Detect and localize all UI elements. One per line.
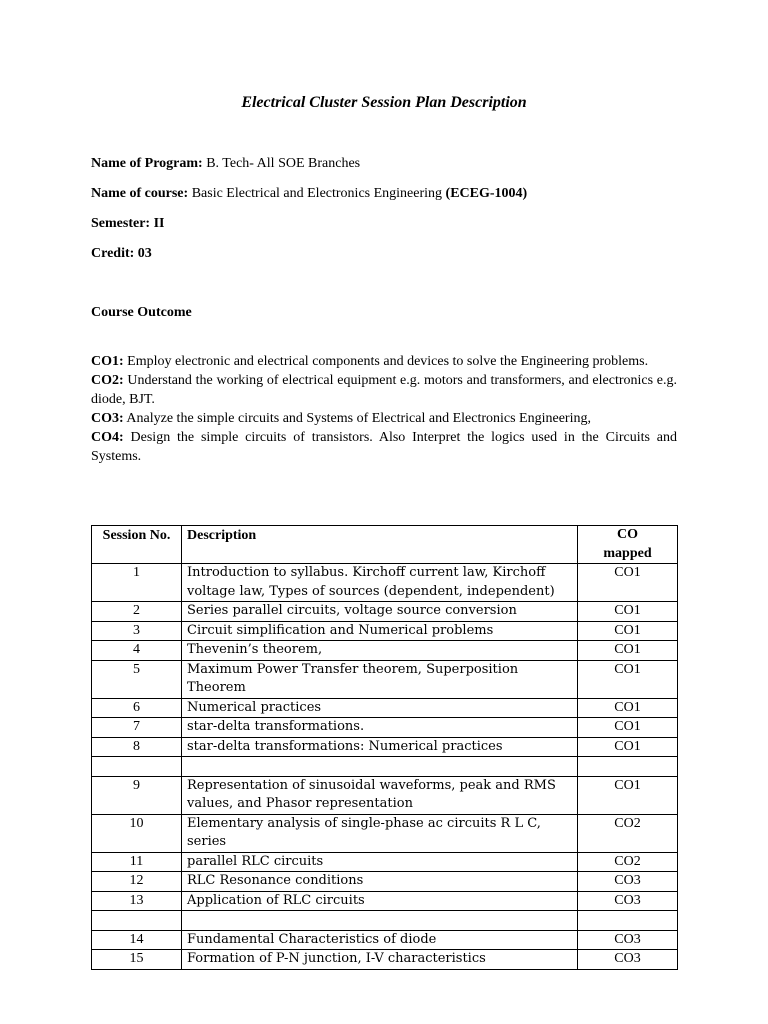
description-cell xyxy=(182,757,578,777)
description-cell: Formation of P-N junction, I-V characteristics xyxy=(182,950,578,970)
course-code: (ECEG-1004) xyxy=(445,186,528,201)
session-no-cell: 1 xyxy=(92,564,182,602)
co-cell: CO1 xyxy=(578,641,678,661)
description-cell: RLC Resonance conditions xyxy=(182,872,578,892)
table-header-row xyxy=(92,526,678,564)
header-session-no: Session No. xyxy=(92,526,182,564)
table-row xyxy=(92,641,678,661)
description-cell: star-delta transformations. xyxy=(182,718,578,738)
session-no-cell: 2 xyxy=(92,602,182,622)
co-cell: CO3 xyxy=(578,872,678,892)
description-cell: Circuit simplification and Numerical problems xyxy=(182,621,578,641)
table-row xyxy=(92,564,678,602)
description-cell: Numerical practices xyxy=(182,698,578,718)
table-row xyxy=(92,950,678,970)
session-no-cell: 12 xyxy=(92,872,182,892)
semester-label: Semester: xyxy=(91,216,151,231)
course-label: Name of course: xyxy=(91,186,189,201)
outcome-item: CO3: Analyze the simple circuits and Systems of Electrical and Electronics Engineering, xyxy=(91,411,591,426)
course-outcome-heading: Course Outcome xyxy=(91,305,192,320)
co-cell xyxy=(578,911,678,931)
header-description: Description xyxy=(182,526,578,564)
co-cell: CO1 xyxy=(578,718,678,738)
session-no-cell: 15 xyxy=(92,950,182,970)
table-row xyxy=(92,814,678,852)
session-no-cell: 13 xyxy=(92,891,182,911)
co-cell: CO3 xyxy=(578,950,678,970)
description-cell: Elementary analysis of single-phase ac circuits R L C, series xyxy=(182,814,578,852)
description-cell xyxy=(182,911,578,931)
co-cell xyxy=(578,757,678,777)
co-cell: CO1 xyxy=(578,564,678,602)
co-cell: CO1 xyxy=(578,776,678,814)
co-cell: CO3 xyxy=(578,930,678,950)
description-cell: Application of RLC circuits xyxy=(182,891,578,911)
co-cell: CO1 xyxy=(578,737,678,757)
co-cell: CO2 xyxy=(578,852,678,872)
session-no-cell xyxy=(92,757,182,777)
semester-line xyxy=(91,216,164,232)
description-cell: Maximum Power Transfer theorem, Superposition Theorem xyxy=(182,660,578,698)
table-row xyxy=(92,718,678,738)
table-row xyxy=(92,891,678,911)
table-row xyxy=(92,757,678,777)
credit-label: Credit: xyxy=(91,246,135,261)
course-outcomes xyxy=(91,352,677,466)
table-row xyxy=(92,911,678,931)
description-cell: star-delta transformations: Numerical practices xyxy=(182,737,578,757)
document-title: Electrical Cluster Session Plan Description xyxy=(241,94,527,111)
outcome-item: CO2: Understand the working of electrical equipment e.g. motors and transformers, and electronics e.g. diode, BJT. xyxy=(91,373,677,407)
session-no-cell xyxy=(92,911,182,931)
session-no-cell: 10 xyxy=(92,814,182,852)
table-row xyxy=(92,660,678,698)
session-no-cell: 3 xyxy=(92,621,182,641)
session-plan-table xyxy=(91,525,678,970)
program-label: Name of Program: xyxy=(91,156,203,171)
co-cell: CO3 xyxy=(578,891,678,911)
session-no-cell: 11 xyxy=(92,852,182,872)
session-no-cell: 4 xyxy=(92,641,182,661)
co-cell: CO1 xyxy=(578,660,678,698)
session-no-cell: 5 xyxy=(92,660,182,698)
description-cell: Introduction to syllabus. Kirchoff current law, Kirchoff voltage law, Types of sources (dependent, independent) xyxy=(182,564,578,602)
semester-value: II xyxy=(153,216,165,231)
table-row xyxy=(92,776,678,814)
description-cell: Fundamental Characteristics of diode xyxy=(182,930,578,950)
session-no-cell: 9 xyxy=(92,776,182,814)
header-co-mapped: CO mapped xyxy=(578,526,678,564)
credit-line xyxy=(91,246,152,262)
outcome-item: CO4: Design the simple circuits of transistors. Also Interpret the logics used in the Circuits and Systems. xyxy=(91,430,678,464)
session-no-cell: 14 xyxy=(92,930,182,950)
table-row xyxy=(92,852,678,872)
table-row xyxy=(92,737,678,757)
session-no-cell: 8 xyxy=(92,737,182,757)
table-row xyxy=(92,602,678,622)
credit-value: 03 xyxy=(137,246,152,261)
co-cell: CO1 xyxy=(578,621,678,641)
course-line xyxy=(91,186,527,202)
outcome-item: CO1: Employ electronic and electrical components and devices to solve the Engineering problems. xyxy=(91,354,649,369)
co-cell: CO1 xyxy=(578,602,678,622)
table-row xyxy=(92,621,678,641)
co-cell: CO2 xyxy=(578,814,678,852)
description-cell: parallel RLC circuits xyxy=(182,852,578,872)
program-line xyxy=(91,156,360,172)
table-row xyxy=(92,930,678,950)
session-no-cell: 6 xyxy=(92,698,182,718)
table-body xyxy=(92,564,678,970)
description-cell: Thevenin’s theorem, xyxy=(182,641,578,661)
table-row xyxy=(92,872,678,892)
program-value: B. Tech- All SOE Branches xyxy=(206,156,361,171)
course-value: Basic Electrical and Electronics Engineering xyxy=(191,186,443,201)
session-no-cell: 7 xyxy=(92,718,182,738)
description-cell: Representation of sinusoidal waveforms, peak and RMS values, and Phasor representation xyxy=(182,776,578,814)
table-row xyxy=(92,698,678,718)
description-cell: Series parallel circuits, voltage source conversion xyxy=(182,602,578,622)
co-cell: CO1 xyxy=(578,698,678,718)
